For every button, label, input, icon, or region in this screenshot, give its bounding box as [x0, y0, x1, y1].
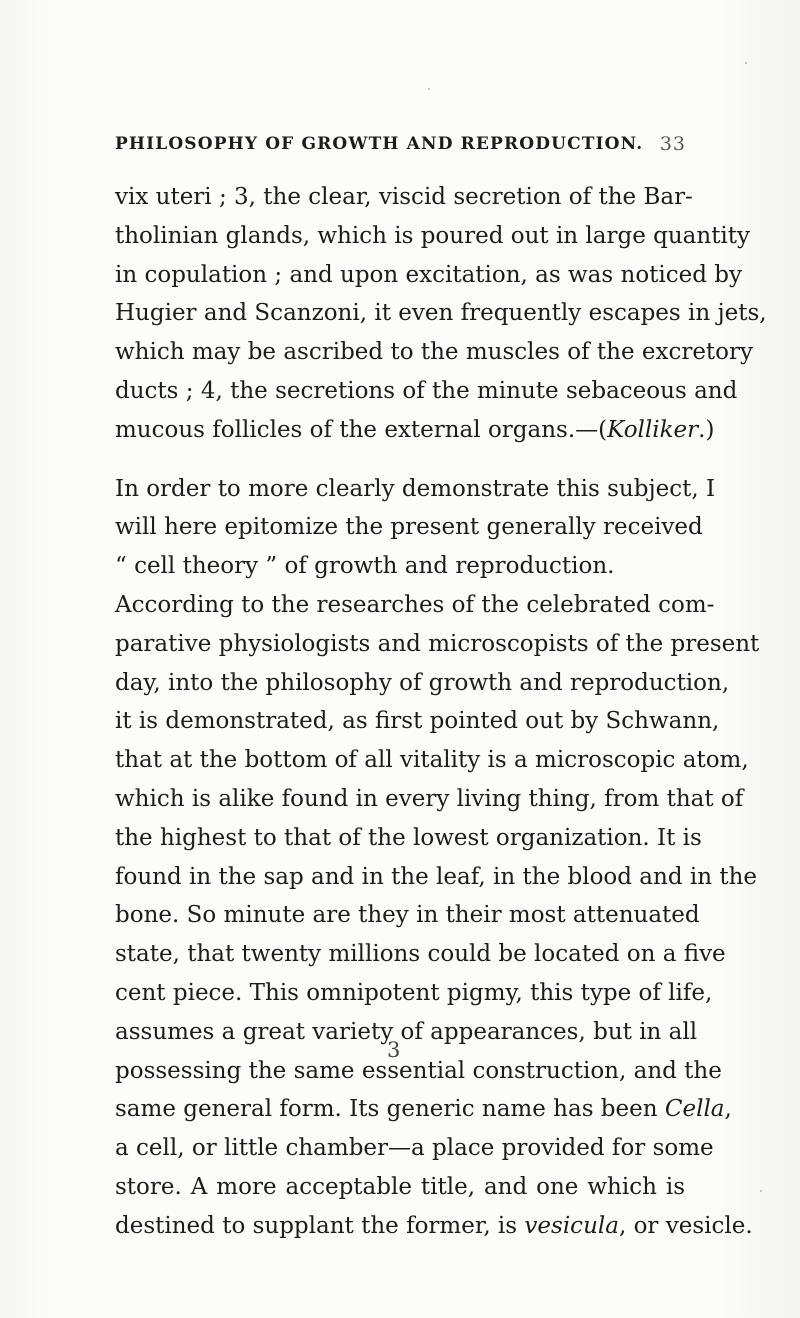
running-header [115, 134, 685, 160]
body-text [115, 178, 767, 1246]
text-line: “ cell theory ” of growth and reproduction. [115, 553, 615, 580]
text-line: Hugier and Scanzoni, it even frequently escapes in jets, [115, 300, 767, 327]
text-line: mucous follicles of the external organs.—(Kolliker.) [115, 416, 715, 443]
text-line: same general form. Its generic name has been Cella, [115, 1096, 732, 1123]
page-number: 33 [659, 133, 686, 155]
text-line: assumes a great variety of appearances, but in all [115, 1018, 698, 1045]
text-line: a cell, or little chamber—a place provided for some [115, 1135, 714, 1162]
text-line: According to the researches of the celebrated com- [115, 591, 715, 618]
text-line: that at the bottom of all vitality is a microscopic atom, [115, 747, 749, 774]
text-line: store. A more acceptable title, and one which is [115, 1173, 685, 1200]
text-line: state, that twenty millions could be located on a five [115, 941, 726, 968]
text-line: cent piece. This omnipotent pigmy, this type of life, [115, 979, 713, 1006]
text-line: which is alike found in every living thing, from that of [115, 785, 744, 812]
paper-speck [428, 88, 430, 90]
text-line: will here epitomize the present generally received [115, 514, 703, 541]
text-line: which may be ascribed to the muscles of the excretory [115, 339, 754, 366]
text-line: ducts ; 4, the secretions of the minute sebaceous and [115, 377, 738, 404]
text-line: in copulation ; and upon excitation, as was noticed by [115, 261, 743, 288]
text-line: vix uteri ; 3, the clear, viscid secretion of the Bar- [115, 184, 693, 210]
text-line: day, into the philosophy of growth and reproduction, [115, 669, 730, 696]
text-line: it is demonstrated, as first pointed out by Schwann, [115, 708, 720, 735]
paragraph-3 [115, 586, 760, 1246]
paragraph-gap [115, 450, 685, 470]
text-line: In order to more clearly demonstrate this subject, I [115, 475, 716, 502]
text-line: possessing the same essential construction, and the [115, 1057, 722, 1084]
text-line: destined to supplant the former, is vesicula, or vesicle. [115, 1212, 753, 1239]
text-line: bone. So minute are they in their most attenuated [115, 902, 700, 929]
text-line: found in the sap and in the leaf, in the blood and in the [115, 863, 758, 890]
paper-speck [760, 1190, 762, 1192]
paragraph-2 [115, 470, 716, 586]
signature-mark: 3 [387, 1038, 401, 1062]
running-title: PHILOSOPHY OF GROWTH AND REPRODUCTION. [115, 134, 644, 154]
paper-speck [745, 62, 747, 64]
text-line: tholinian glands, which is poured out in large quantity [115, 222, 751, 249]
paragraph-1 [115, 178, 767, 450]
text-line: the highest to that of the lowest organization. It is [115, 824, 702, 851]
text-line: parative physiologists and microscopists of the present [115, 630, 760, 657]
